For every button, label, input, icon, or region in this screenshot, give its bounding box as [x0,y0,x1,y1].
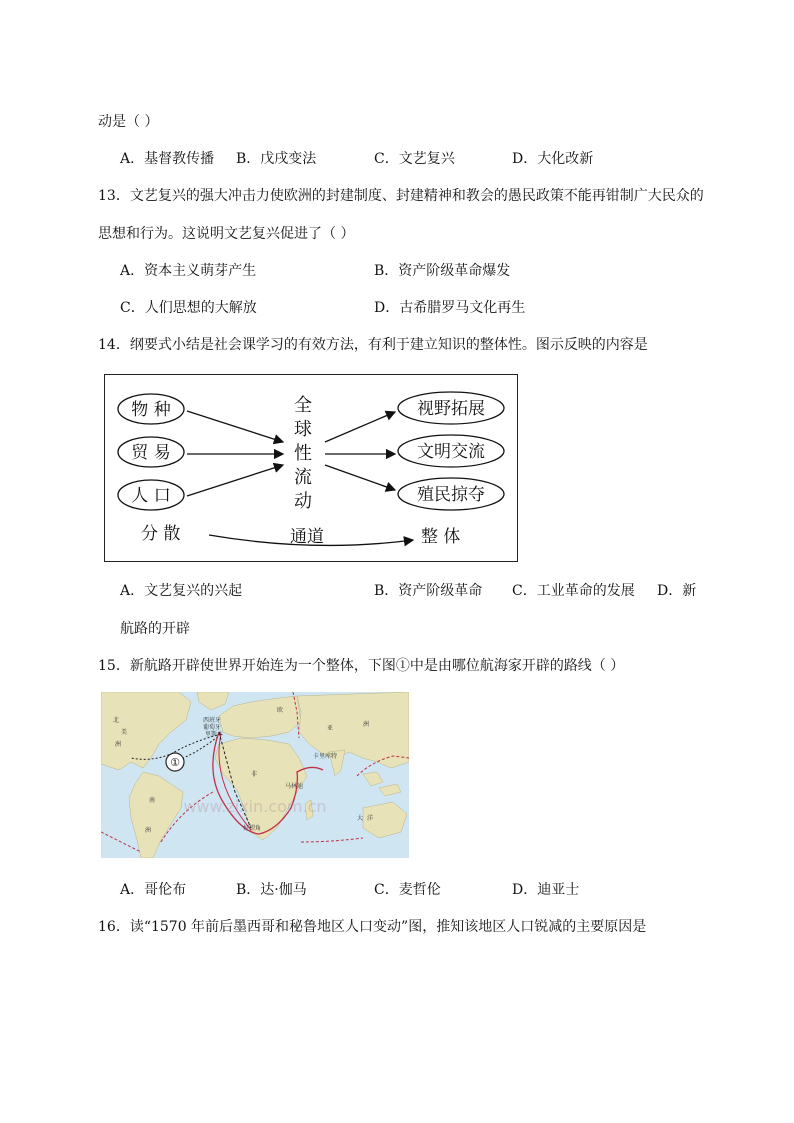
center-char-4: 流 [294,467,312,488]
q16-stem: 16．读“1570 年前后墨西哥和秘鲁地区人口变动”图，推知该地区人口锐减的主要原因是 [98,919,647,935]
map-label-nan: 南 [149,797,156,804]
bottom-right-label: 整 体 [421,527,461,547]
map-label-calicut: 卡里库特 [313,753,338,760]
q14-option-d: D．新 [657,583,697,599]
q13-option-a: A．资本主义萌芽产生 [120,263,257,279]
bottom-middle-label: 通道 [290,527,324,547]
map-label-zhou-asia: 洲 [363,721,370,728]
q15-option-a: A．哥伦布 [120,882,187,898]
arrow-right-3 [325,465,395,490]
right-item-3: 殖民掠夺 [417,485,485,505]
map-label-spain: 西班牙 [203,717,222,724]
q12-stem-tail: 动是（ ） [98,114,159,130]
q14-option-b: B．资产阶级革命 [374,583,483,599]
map-label-portugal: 葡萄牙 [203,724,222,731]
map-label-zhou-sa: 洲 [145,827,152,834]
map-label-fei: 非 [251,771,258,778]
map-label-ou: 欧 [277,707,284,714]
center-char-3: 性 [294,443,312,464]
q13-option-d: D．古希腊罗马文化再生 [374,300,526,316]
q12-option-a: A．基督教传播 [120,151,215,167]
q13-stem-line1: 13．文艺复兴的强大冲击力使欧洲的封建制度、封建精神和教会的愚民政策不能再钳制广大民众的 [98,188,704,204]
q13-stem-line2: 思想和行为。这说明文艺复兴促进了（ ） [98,226,355,242]
q15-option-c: C．麦哲伦 [374,882,441,898]
q15-world-map [101,692,409,858]
right-item-2: 文明交流 [417,442,485,462]
q12-option-b: B．戊戌变法 [236,151,317,167]
bottom-left-label: 分 散 [141,524,181,544]
map-label-yang: 洋 [367,815,374,822]
center-char-1: 全 [294,395,312,416]
q12-option-d: D．大化改新 [512,151,594,167]
arrow-left-1 [187,411,283,442]
arrow-left-3 [187,465,283,496]
right-item-1: 视野拓展 [417,399,485,419]
q14-option-a: A．文艺复兴的兴起 [120,583,243,599]
route-1-marker: ① [170,756,180,769]
q13-option-b: B．资产阶级革命爆发 [374,263,511,279]
left-item-1: 物 种 [131,400,171,420]
center-char-2: 球 [294,419,312,440]
arrow-right-1 [325,412,395,442]
map-svg [101,692,409,858]
q15-option-d: D．迪亚士 [512,882,580,898]
map-label-ya: 亚 [327,725,334,732]
q14-option-c: C．工业革命的发展 [512,583,635,599]
map-watermark: www.zixin.com.cn [183,797,327,816]
left-item-2: 贸 易 [131,443,171,463]
q14-stem: 14．纲要式小结是社会课学习的有效方法，有利于建立知识的整体性。图示反映的内容是 [98,337,648,353]
left-item-3: 人 口 [131,486,171,506]
center-char-5: 动 [294,491,312,512]
q13-option-c: C．人们思想的大解放 [120,300,257,316]
map-label-da: 大 [357,815,364,822]
map-label-lisbon: 里斯本 [205,731,224,738]
q14-concept-diagram [104,374,518,562]
diagram-svg [105,375,519,563]
map-label-mei: 美 [121,729,128,736]
map-label-cape: 好望角 [243,825,262,832]
q15-stem: 15．新航路开辟使世界开始连为一个整体，下图①中是由哪位航海家开辟的路线（ ） [98,658,625,674]
q12-option-c: C．文艺复兴 [374,151,455,167]
map-label-malindi: 马林迪 [285,783,304,790]
q15-option-b: B．达·伽马 [236,882,307,898]
q14-option-d-continued: 航路的开辟 [120,621,190,637]
map-label-zhou-na: 洲 [115,741,122,748]
map-label-bei: 北 [113,717,120,724]
